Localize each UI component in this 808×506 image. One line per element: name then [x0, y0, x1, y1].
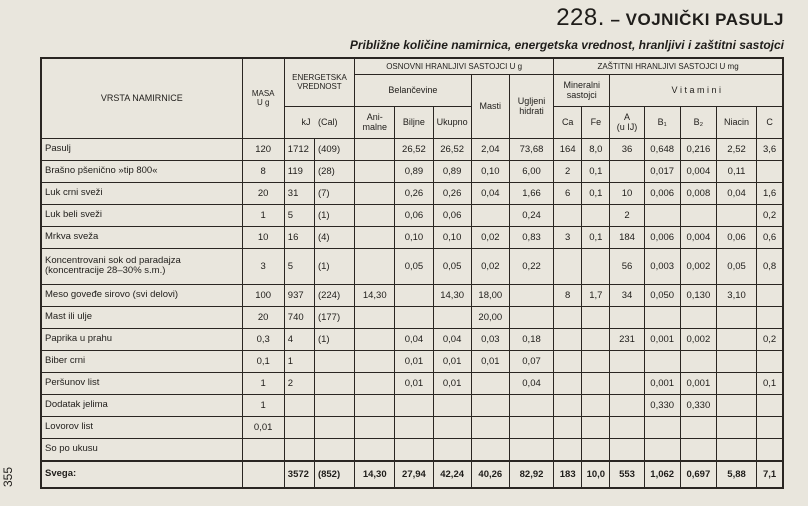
calcium-cell [554, 204, 582, 226]
vitamin-a-cell: 2 [610, 204, 644, 226]
vitamin-a-cell: 10 [610, 182, 644, 204]
kj-cell: 31 [284, 182, 314, 204]
fat-cell [471, 416, 509, 438]
table-row [41, 138, 783, 160]
total-protein-cell: 26,52 [433, 138, 471, 160]
table-row [41, 394, 783, 416]
carbs-cell: 0,07 [509, 350, 553, 372]
total-protein-cell: 0,01 [433, 350, 471, 372]
mass-cell [242, 461, 284, 488]
kj-cell: 740 [284, 306, 314, 328]
food-name: Peršunov list [41, 372, 242, 394]
header-niacin: Niacin [716, 106, 756, 138]
header-protective-nutrients: ZAŠTITNI HRANLJIVI SASTOJCI U mg [554, 58, 783, 74]
plant-protein-cell: 0,01 [395, 350, 433, 372]
vitamin-b1-cell: 0,006 [644, 226, 680, 248]
niacin-cell [716, 306, 756, 328]
plant-protein-cell [395, 394, 433, 416]
animal-protein-cell [355, 182, 395, 204]
calcium-cell [554, 394, 582, 416]
vitamin-b1-cell: 0,648 [644, 138, 680, 160]
calcium-cell [554, 306, 582, 328]
kj-cell [284, 416, 314, 438]
header-animal: Ani- malne [355, 106, 395, 138]
vitamin-b1-cell [644, 306, 680, 328]
animal-protein-cell [355, 372, 395, 394]
vitamin-b1-cell: 1,062 [644, 461, 680, 488]
vitamin-b1-cell: 0,003 [644, 248, 680, 284]
niacin-cell: 0,06 [716, 226, 756, 248]
table-body [41, 138, 783, 488]
niacin-cell [716, 204, 756, 226]
food-name: Luk crni sveži [41, 182, 242, 204]
vitamin-a-cell [610, 306, 644, 328]
iron-cell: 8,0 [582, 138, 610, 160]
header-mass: MASA U g [242, 58, 284, 138]
carbs-cell [509, 284, 553, 306]
vitamin-c-cell: 7,1 [757, 461, 783, 488]
header-minerals: Mineralni sastojci [554, 74, 610, 106]
cal-cell [314, 416, 354, 438]
kj-cell: 937 [284, 284, 314, 306]
plant-protein-cell: 0,01 [395, 372, 433, 394]
vitamin-b2-cell: 0,002 [680, 328, 716, 350]
food-name: Mrkva sveža [41, 226, 242, 248]
mass-cell: 10 [242, 226, 284, 248]
iron-cell [582, 372, 610, 394]
mass-cell: 3 [242, 248, 284, 284]
iron-cell [582, 438, 610, 460]
food-name: Lovorov list [41, 416, 242, 438]
mass-cell: 0,01 [242, 416, 284, 438]
vitamin-b2-cell: 0,004 [680, 160, 716, 182]
fat-cell: 0,02 [471, 248, 509, 284]
header-vitamin-b2: B₂ [680, 106, 716, 138]
kj-cell: 1712 [284, 138, 314, 160]
calcium-cell: 183 [554, 461, 582, 488]
iron-cell: 0,1 [582, 160, 610, 182]
header-ca: Ca [554, 106, 582, 138]
carbs-cell [509, 394, 553, 416]
fat-cell: 40,26 [471, 461, 509, 488]
iron-cell: 1,7 [582, 284, 610, 306]
vitamin-c-cell: 0,2 [757, 328, 783, 350]
cal-cell: (28) [314, 160, 354, 182]
food-name: So po ukusu [41, 438, 242, 460]
table-row [41, 438, 783, 460]
animal-protein-cell [355, 394, 395, 416]
fat-cell: 0,03 [471, 328, 509, 350]
calcium-cell [554, 350, 582, 372]
vitamin-b2-cell: 0,216 [680, 138, 716, 160]
fat-cell: 0,01 [471, 350, 509, 372]
total-protein-cell: 0,89 [433, 160, 471, 182]
vitamin-b2-cell [680, 438, 716, 460]
vitamin-c-cell [757, 284, 783, 306]
food-name: Pasulj [41, 138, 242, 160]
food-name: Luk beli sveži [41, 204, 242, 226]
page-number: 355 [1, 466, 16, 488]
plant-protein-cell: 0,06 [395, 204, 433, 226]
table-row [41, 248, 783, 284]
iron-cell [582, 416, 610, 438]
plant-protein-cell [395, 306, 433, 328]
recipe-title: – VOJNIČKI PASULJ [610, 10, 784, 29]
animal-protein-cell [355, 226, 395, 248]
plant-protein-cell: 0,10 [395, 226, 433, 248]
animal-protein-cell [355, 160, 395, 182]
nutrition-table [40, 57, 784, 489]
total-protein-cell: 14,30 [433, 284, 471, 306]
carbs-cell: 0,22 [509, 248, 553, 284]
table-row [41, 182, 783, 204]
plant-protein-cell [395, 284, 433, 306]
total-protein-cell: 0,04 [433, 328, 471, 350]
kj-cell: 4 [284, 328, 314, 350]
plant-protein-cell: 0,05 [395, 248, 433, 284]
iron-cell: 0,1 [582, 182, 610, 204]
vitamin-a-cell [610, 416, 644, 438]
vitamin-c-cell: 1,6 [757, 182, 783, 204]
vitamin-b1-cell [644, 416, 680, 438]
cal-cell: (224) [314, 284, 354, 306]
kj-cell: 5 [284, 204, 314, 226]
table-row [41, 306, 783, 328]
animal-protein-cell [355, 350, 395, 372]
total-protein-cell: 42,24 [433, 461, 471, 488]
niacin-cell [716, 394, 756, 416]
plant-protein-cell: 27,94 [395, 461, 433, 488]
vitamin-b2-cell [680, 306, 716, 328]
plant-protein-cell [395, 438, 433, 460]
carbs-cell: 82,92 [509, 461, 553, 488]
fat-cell: 0,10 [471, 160, 509, 182]
cal-cell: (7) [314, 182, 354, 204]
niacin-cell [716, 438, 756, 460]
niacin-cell: 0,04 [716, 182, 756, 204]
vitamin-b2-cell [680, 204, 716, 226]
vitamin-b1-cell [644, 438, 680, 460]
vitamin-b1-cell: 0,050 [644, 284, 680, 306]
iron-cell [582, 394, 610, 416]
niacin-cell [716, 416, 756, 438]
fat-cell [471, 438, 509, 460]
kj-cell: 5 [284, 248, 314, 284]
cal-cell [314, 394, 354, 416]
niacin-cell [716, 372, 756, 394]
total-row [41, 461, 783, 488]
niacin-cell: 2,52 [716, 138, 756, 160]
total-protein-cell: 0,01 [433, 372, 471, 394]
cal-cell: (1) [314, 204, 354, 226]
niacin-cell [716, 350, 756, 372]
mass-cell: 1 [242, 372, 284, 394]
table-row [41, 284, 783, 306]
fat-cell [471, 204, 509, 226]
carbs-cell [509, 306, 553, 328]
plant-protein-cell: 0,26 [395, 182, 433, 204]
vitamin-b1-cell: 0,001 [644, 328, 680, 350]
vitamin-b1-cell: 0,330 [644, 394, 680, 416]
calcium-cell: 8 [554, 284, 582, 306]
carbs-cell: 1,66 [509, 182, 553, 204]
vitamin-c-cell [757, 416, 783, 438]
cal-cell: (409) [314, 138, 354, 160]
calcium-cell: 164 [554, 138, 582, 160]
fat-cell: 18,00 [471, 284, 509, 306]
table-row [41, 226, 783, 248]
table-row [41, 350, 783, 372]
iron-cell: 10,0 [582, 461, 610, 488]
animal-protein-cell [355, 138, 395, 160]
vitamin-b2-cell: 0,002 [680, 248, 716, 284]
food-name: Mast ili ulje [41, 306, 242, 328]
vitamin-a-cell: 553 [610, 461, 644, 488]
vitamin-a-cell [610, 350, 644, 372]
carbs-cell [509, 416, 553, 438]
kj-cell: 119 [284, 160, 314, 182]
vitamin-a-cell [610, 394, 644, 416]
vitamin-c-cell: 0,1 [757, 372, 783, 394]
header-total: Ukupno [433, 106, 471, 138]
header-carbs: Ugljeni hidrati [509, 74, 553, 138]
carbs-cell [509, 438, 553, 460]
header-basic-nutrients: OSNOVNI HRANLJIVI SASTOJCI U g [355, 58, 554, 74]
food-name: Svega: [41, 461, 242, 488]
total-protein-cell [433, 416, 471, 438]
mass-cell: 1 [242, 204, 284, 226]
cal-cell: (177) [314, 306, 354, 328]
food-name: Meso goveđe sirovo (svi delovi) [41, 284, 242, 306]
fat-cell: 20,00 [471, 306, 509, 328]
carbs-cell: 0,18 [509, 328, 553, 350]
cal-cell [314, 350, 354, 372]
header-vitamin-a: A (u IJ) [610, 106, 644, 138]
total-protein-cell [433, 394, 471, 416]
fat-cell: 0,04 [471, 182, 509, 204]
cal-cell: (4) [314, 226, 354, 248]
kj-cell: 2 [284, 372, 314, 394]
header-fe: Fe [582, 106, 610, 138]
vitamin-b1-cell [644, 350, 680, 372]
vitamin-a-cell: 34 [610, 284, 644, 306]
niacin-cell: 0,11 [716, 160, 756, 182]
calcium-cell: 2 [554, 160, 582, 182]
header-proteins: Belančevine [355, 74, 472, 106]
vitamin-a-cell: 36 [610, 138, 644, 160]
vitamin-c-cell [757, 394, 783, 416]
vitamin-c-cell [757, 160, 783, 182]
plant-protein-cell: 26,52 [395, 138, 433, 160]
header-plant: Biljne [395, 106, 433, 138]
vitamin-c-cell: 3,6 [757, 138, 783, 160]
niacin-cell: 5,88 [716, 461, 756, 488]
vitamin-b2-cell: 0,001 [680, 372, 716, 394]
vitamin-a-cell [610, 160, 644, 182]
table-row [41, 372, 783, 394]
kj-cell [284, 438, 314, 460]
header-fats: Masti [471, 74, 509, 138]
header-energy: ENERGETSKA VREDNOST [284, 58, 354, 106]
vitamin-a-cell: 184 [610, 226, 644, 248]
mass-cell: 20 [242, 182, 284, 204]
total-protein-cell [433, 306, 471, 328]
animal-protein-cell [355, 306, 395, 328]
kj-cell: 16 [284, 226, 314, 248]
table-subtitle: Približne količine namirnica, energetska vrednost, hranljivi i zaštitni sastojci [349, 38, 784, 52]
table-row [41, 204, 783, 226]
mass-cell [242, 438, 284, 460]
animal-protein-cell: 14,30 [355, 284, 395, 306]
carbs-cell: 0,04 [509, 372, 553, 394]
header-vitamins: V i t a m i n i [610, 74, 783, 106]
kj-cell: 3572 [284, 461, 314, 488]
animal-protein-cell: 14,30 [355, 461, 395, 488]
kj-cell [284, 394, 314, 416]
vitamin-b2-cell: 0,697 [680, 461, 716, 488]
vitamin-c-cell [757, 350, 783, 372]
vitamin-b2-cell: 0,330 [680, 394, 716, 416]
carbs-cell: 0,83 [509, 226, 553, 248]
calcium-cell [554, 248, 582, 284]
header-food: VRSTA NAMIRNICE [41, 58, 242, 138]
iron-cell [582, 204, 610, 226]
vitamin-c-cell [757, 438, 783, 460]
animal-protein-cell [355, 438, 395, 460]
fat-cell: 0,02 [471, 226, 509, 248]
fat-cell [471, 394, 509, 416]
calcium-cell [554, 416, 582, 438]
total-protein-cell: 0,26 [433, 182, 471, 204]
vitamin-b1-cell: 0,017 [644, 160, 680, 182]
calcium-cell: 6 [554, 182, 582, 204]
iron-cell [582, 350, 610, 372]
food-name: Brašno pšenično »tip 800« [41, 160, 242, 182]
vitamin-b1-cell: 0,006 [644, 182, 680, 204]
carbs-cell: 6,00 [509, 160, 553, 182]
cal-cell: (1) [314, 248, 354, 284]
calcium-cell [554, 328, 582, 350]
mass-cell: 120 [242, 138, 284, 160]
niacin-cell: 0,05 [716, 248, 756, 284]
food-name: Paprika u prahu [41, 328, 242, 350]
vitamin-b1-cell [644, 204, 680, 226]
mass-cell: 100 [242, 284, 284, 306]
header-energy-unit: kJ (Cal) [284, 106, 354, 138]
animal-protein-cell [355, 248, 395, 284]
iron-cell [582, 306, 610, 328]
page-title [556, 4, 784, 32]
table-row [41, 160, 783, 182]
iron-cell [582, 328, 610, 350]
vitamin-b2-cell [680, 416, 716, 438]
niacin-cell: 3,10 [716, 284, 756, 306]
mass-cell: 0,1 [242, 350, 284, 372]
table-row [41, 328, 783, 350]
food-name: Dodatak jelima [41, 394, 242, 416]
food-name: Biber crni [41, 350, 242, 372]
mass-cell: 0,3 [242, 328, 284, 350]
vitamin-a-cell: 56 [610, 248, 644, 284]
total-protein-cell: 0,06 [433, 204, 471, 226]
vitamin-c-cell: 0,8 [757, 248, 783, 284]
mass-cell: 8 [242, 160, 284, 182]
fat-cell [471, 372, 509, 394]
calcium-cell: 3 [554, 226, 582, 248]
animal-protein-cell [355, 416, 395, 438]
iron-cell [582, 248, 610, 284]
kj-cell: 1 [284, 350, 314, 372]
vitamin-c-cell: 0,6 [757, 226, 783, 248]
vitamin-b1-cell: 0,001 [644, 372, 680, 394]
food-name: Koncentrovani sok od paradajza (koncentracije 28–30% s.m.) [41, 248, 242, 284]
plant-protein-cell [395, 416, 433, 438]
carbs-cell: 0,24 [509, 204, 553, 226]
cal-cell: (1) [314, 328, 354, 350]
niacin-cell [716, 328, 756, 350]
animal-protein-cell [355, 328, 395, 350]
animal-protein-cell [355, 204, 395, 226]
vitamin-b2-cell: 0,008 [680, 182, 716, 204]
header-vitamin-b1: B₁ [644, 106, 680, 138]
fat-cell: 2,04 [471, 138, 509, 160]
total-protein-cell: 0,05 [433, 248, 471, 284]
total-protein-cell: 0,10 [433, 226, 471, 248]
header-vitamin-c: C [757, 106, 783, 138]
vitamin-b2-cell [680, 350, 716, 372]
calcium-cell [554, 372, 582, 394]
vitamin-c-cell [757, 306, 783, 328]
vitamin-b2-cell: 0,130 [680, 284, 716, 306]
iron-cell: 0,1 [582, 226, 610, 248]
table-row [41, 416, 783, 438]
recipe-number: 228. [556, 4, 605, 31]
calcium-cell [554, 438, 582, 460]
vitamin-c-cell: 0,2 [757, 204, 783, 226]
plant-protein-cell: 0,04 [395, 328, 433, 350]
cal-cell: (852) [314, 461, 354, 488]
cal-cell [314, 438, 354, 460]
cal-cell [314, 372, 354, 394]
total-protein-cell [433, 438, 471, 460]
vitamin-a-cell [610, 372, 644, 394]
vitamin-a-cell: 231 [610, 328, 644, 350]
carbs-cell: 73,68 [509, 138, 553, 160]
plant-protein-cell: 0,89 [395, 160, 433, 182]
vitamin-b2-cell: 0,004 [680, 226, 716, 248]
mass-cell: 20 [242, 306, 284, 328]
mass-cell: 1 [242, 394, 284, 416]
vitamin-a-cell [610, 438, 644, 460]
